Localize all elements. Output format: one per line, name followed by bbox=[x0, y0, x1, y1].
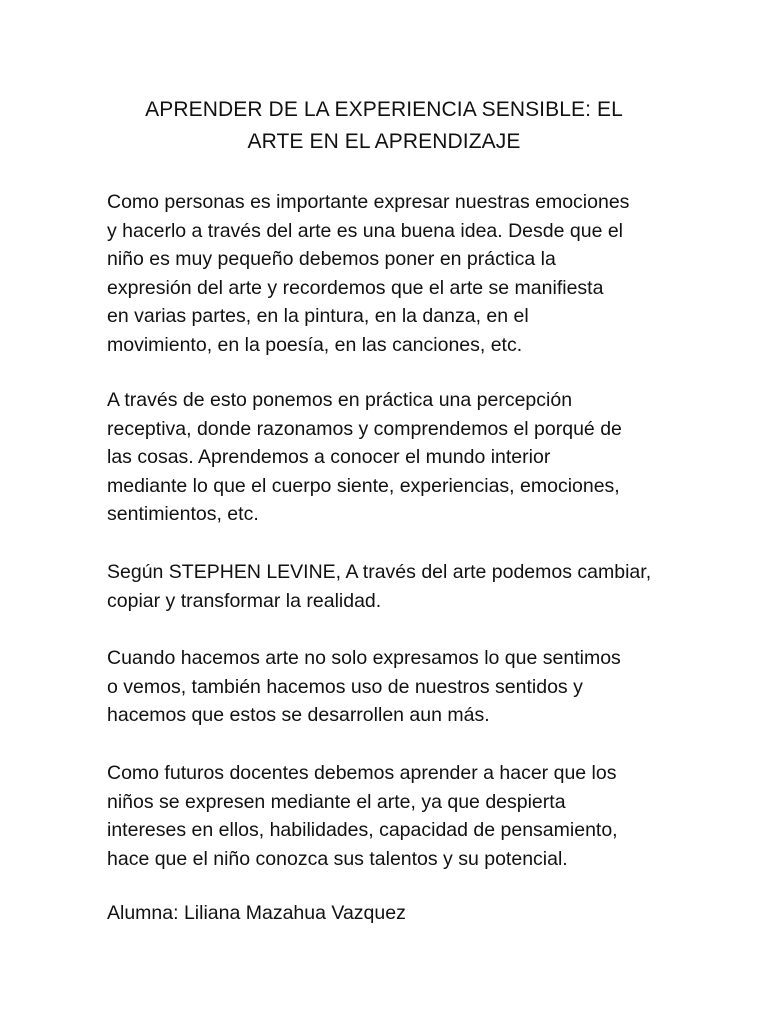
paragraph-intro bbox=[107, 188, 667, 359]
document-title bbox=[0, 94, 768, 158]
text-line: copiar y transformar la realidad. bbox=[107, 589, 382, 612]
text-line: movimiento, en la poesía, en las canciones, etc. bbox=[107, 333, 523, 356]
author-signature bbox=[107, 899, 667, 928]
text-line: las cosas. Aprendemos a conocer el mundo interior bbox=[107, 446, 551, 468]
text-line: receptiva, donde razonamos y comprendemos el porqué de bbox=[107, 417, 622, 440]
text-line: o vemos, también hacemos uso de nuestros sentidos y bbox=[107, 675, 583, 698]
text-line: hace que el niño conozca sus talentos y su potencial. bbox=[107, 847, 568, 870]
paragraph-levine-quote bbox=[107, 558, 667, 615]
text-line: niños se expresen mediante el arte, ya que despierta bbox=[107, 790, 566, 813]
text-line: en varias partes, en la pintura, en la danza, en el bbox=[107, 305, 529, 327]
text-line: Como futuros docentes debemos aprender a hacer que los bbox=[107, 762, 617, 784]
text-line: Cuando hacemos arte no solo expresamos lo que sentimos bbox=[107, 647, 621, 669]
author-line: Alumna: Liliana Mazahua Vazquez bbox=[107, 902, 406, 924]
text-line: A través de esto ponemos en práctica una percepción bbox=[107, 389, 573, 411]
text-line: niño es muy pequeño debemos poner en práctica la bbox=[107, 248, 556, 270]
text-line: Como personas es importante expresar nuestras emociones bbox=[107, 191, 630, 213]
paragraph-perception bbox=[107, 386, 667, 529]
text-line: mediante lo que el cuerpo siente, experiencias, emociones, bbox=[107, 474, 620, 497]
text-line: intereses en ellos, habilidades, capacidad de pensamiento, bbox=[107, 819, 618, 841]
title-line: APRENDER DE LA EXPERIENCIA SENSIBLE: EL bbox=[145, 98, 623, 121]
title-line: ARTE EN EL APRENDIZAJE bbox=[247, 130, 521, 153]
paragraph-teachers bbox=[107, 759, 667, 873]
text-line: expresión del arte y recordemos que el arte se manifiesta bbox=[107, 276, 604, 299]
paragraph-senses bbox=[107, 644, 667, 730]
text-line: sentimientos, etc. bbox=[107, 503, 259, 525]
text-line: hacemos que estos se desarrollen aun más. bbox=[107, 704, 490, 726]
text-line: Según STEPHEN LEVINE, A través del arte podemos cambiar, bbox=[107, 561, 652, 583]
text-line: y hacerlo a través del arte es una buena idea. Desde que el bbox=[107, 219, 624, 242]
